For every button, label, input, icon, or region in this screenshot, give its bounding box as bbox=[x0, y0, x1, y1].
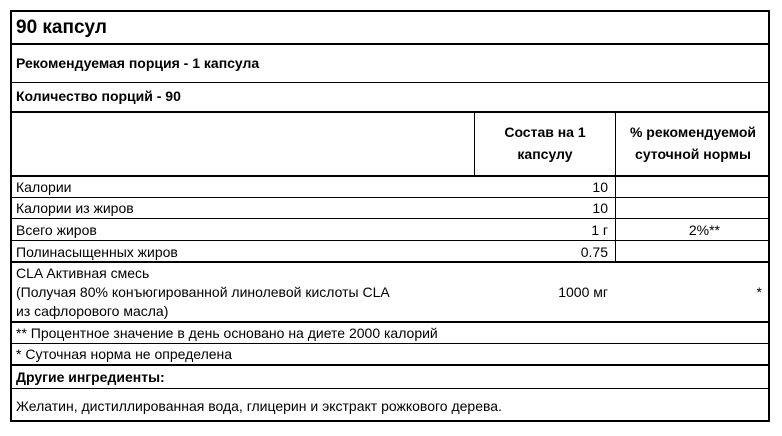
row-amount: 0.75 bbox=[580, 244, 608, 260]
supplement-facts-table bbox=[10, 10, 770, 422]
ingredients-title: Другие ингредиенты: bbox=[16, 369, 165, 385]
servings-count: Количество порций - 90 bbox=[16, 88, 181, 104]
column-header-row bbox=[12, 113, 768, 177]
table-row bbox=[12, 219, 768, 241]
footnote-row bbox=[12, 323, 768, 344]
cla-line-1: CLA Активная смесь bbox=[16, 265, 150, 281]
serving-row bbox=[12, 45, 768, 83]
table-row bbox=[12, 177, 768, 198]
daily-value-header: % рекомендуемой суточной нормы bbox=[629, 124, 757, 162]
cla-line-3: из сафлорового масла) bbox=[16, 303, 169, 319]
row-amount: 10 bbox=[592, 179, 608, 195]
row-label: Калории bbox=[16, 179, 72, 195]
row-amount: 10 bbox=[592, 200, 608, 216]
footnote-2: * Суточная норма не определена bbox=[16, 346, 233, 362]
row-amount: 1 г bbox=[591, 222, 608, 238]
row-label: Всего жиров bbox=[16, 222, 97, 238]
row-label: Полинасыщенных жиров bbox=[16, 244, 178, 260]
row-dv: 2%** bbox=[688, 222, 720, 238]
per-serving-header: Состав на 1 капсулу bbox=[504, 124, 586, 162]
capsules-row bbox=[12, 12, 768, 45]
cla-line-2: (Получая 80% конъюгированной линолевой кислоты CLA bbox=[16, 284, 390, 300]
cla-row bbox=[12, 263, 768, 323]
footnote-row bbox=[12, 344, 768, 366]
row-label: Калории из жиров bbox=[16, 200, 134, 216]
cla-amount: 1000 мг bbox=[558, 284, 608, 300]
serving-size: Рекомендуемая порция - 1 капсула bbox=[16, 55, 260, 71]
capsules-title: 90 капсул bbox=[16, 17, 107, 38]
table-row bbox=[12, 198, 768, 219]
cla-dv: * bbox=[756, 284, 762, 300]
ingredients-text: Желатин, дистиллированная вода, глицерин и экстракт рожкового дерева. bbox=[16, 398, 502, 414]
table-row bbox=[12, 241, 768, 263]
footnote-1: ** Процентное значение в день основано на диете 2000 калорий bbox=[16, 325, 438, 341]
servings-count-row bbox=[12, 83, 768, 113]
ingredients-title-row bbox=[12, 366, 768, 389]
ingredients-text-row bbox=[12, 389, 768, 422]
